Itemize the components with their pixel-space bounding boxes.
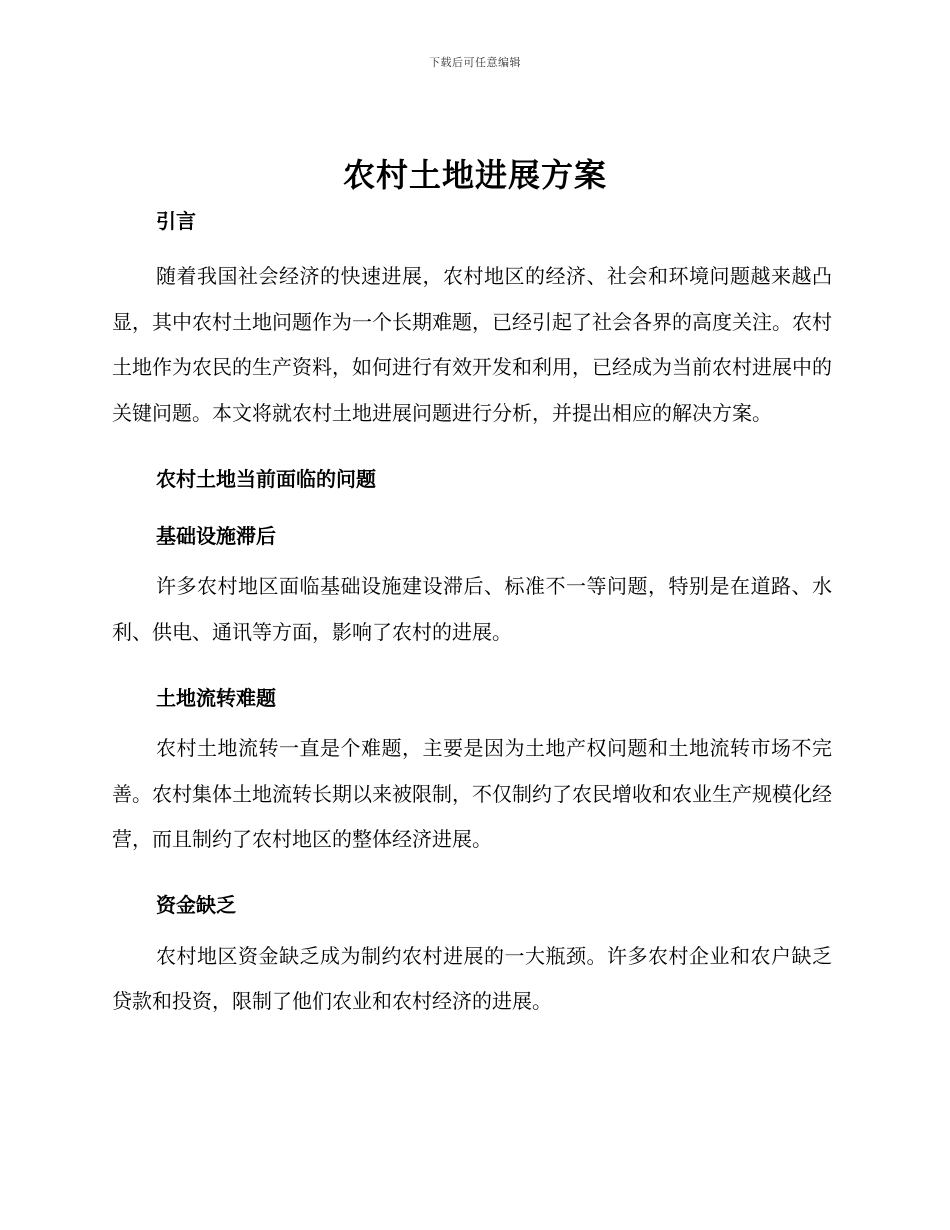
subsection-heading-land-transfer: 土地流转难题 xyxy=(156,686,276,710)
section-heading-problems: 农村土地当前面临的问题 xyxy=(156,467,376,491)
header-note: 下载后可任意编辑 xyxy=(429,56,521,69)
document-title: 农村土地进展方案 xyxy=(342,156,607,194)
document-body xyxy=(112,201,832,1025)
paragraph-intro: 随着我国社会经济的快速进展，农村地区的经济、社会和环境问题越来越凸显，其中农村土地问题作为一个长期难题，已经引起了社会各界的高度关注。农村土地作为农民的生产资料，如何进行有效开发和利用，已经成为当前农村进展中的关键问题。本文将就农村土地进展问题进行分析，并提出相应的解决方案。 xyxy=(112,264,832,425)
paragraph-land-transfer: 农村土地流转一直是个难题，主要是因为土地产权问题和土地流转市场不完善。农村集体土地流转长期以来被限制，不仅制约了农民增收和农业生产规模化经营，而且制约了农村地区的整体经济进展。 xyxy=(112,736,832,851)
paragraph-infrastructure: 许多农村地区面临基础设施建设滞后、标准不一等问题，特别是在道路、水利、供电、通讯等方面，影响了农村的进展。 xyxy=(112,574,832,644)
subsection-heading-funds: 资金缺乏 xyxy=(156,892,236,917)
section-heading-intro: 引言 xyxy=(156,209,196,233)
subsection-heading-infrastructure: 基础设施滞后 xyxy=(156,524,276,548)
paragraph-funds: 农村地区资金缺乏成为制约农村进展的一大瓶颈。许多农村企业和农户缺乏贷款和投资，限制了他们农业和农村经济的进展。 xyxy=(112,943,832,1013)
